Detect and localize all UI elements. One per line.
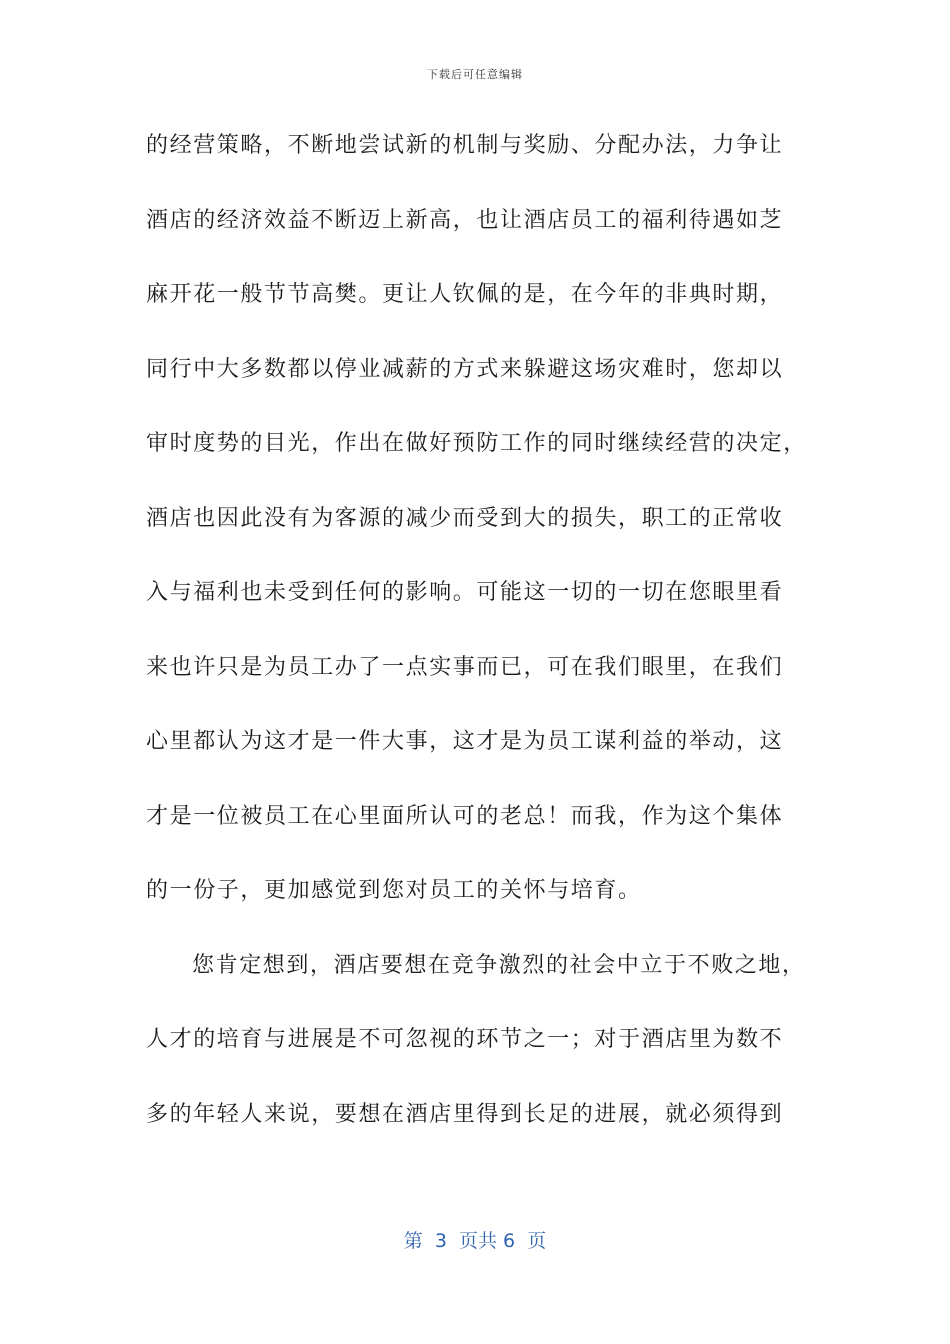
paragraph-start-line: 您肯定想到，酒店要想在竞争激烈的社会中立于不败之地，: [192, 952, 806, 978]
text-line: 多的年轻人来说，要想在酒店里得到长足的进展，就必须得到: [146, 1101, 784, 1127]
text-line: 审时度势的目光，作出在做好预防工作的同时继续经营的决定，: [146, 431, 807, 456]
text-line: 人才的培育与进展是不可忽视的环节之一；对于酒店里为数不: [146, 1027, 784, 1052]
text-line: 才是一位被员工在心里面所认可的老总！而我，作为这个集体: [146, 803, 784, 829]
text-line: 酒店也因此没有为客源的减少而受到大的损失，职工的正常收: [146, 505, 784, 531]
document-body: [146, 128, 806, 1171]
text-line: 来也许只是为员工办了一点实事而已，可在我们眼里，在我们: [146, 654, 784, 680]
text-line: 的一份子，更加感觉到您对员工的关怀与培育。: [146, 878, 642, 903]
text-line: 同行中大多数都以停业减薪的方式来躲避这场灾难时，您却以: [146, 356, 784, 382]
page-header: 下载后可任意编辑: [427, 68, 523, 81]
text-line: 心里都认为这才是一件大事，这才是为员工谋利益的举动，这: [146, 729, 784, 754]
text-line: 麻开花一般节节高樊。更让人钦佩的是，在今年的非典时期，: [146, 282, 784, 307]
page-number-footer: 第 3 页共 6 页: [403, 1230, 547, 1252]
text-line: 的经营策略，不断地尝试新的机制与奖励、分配办法，力争让: [146, 133, 784, 158]
text-line: 酒店的经济效益不断迈上新高，也让酒店员工的福利待遇如芝: [146, 207, 784, 233]
text-line: 入与福利也未受到任何的影响。可能这一切的一切在您眼里看: [146, 580, 784, 605]
